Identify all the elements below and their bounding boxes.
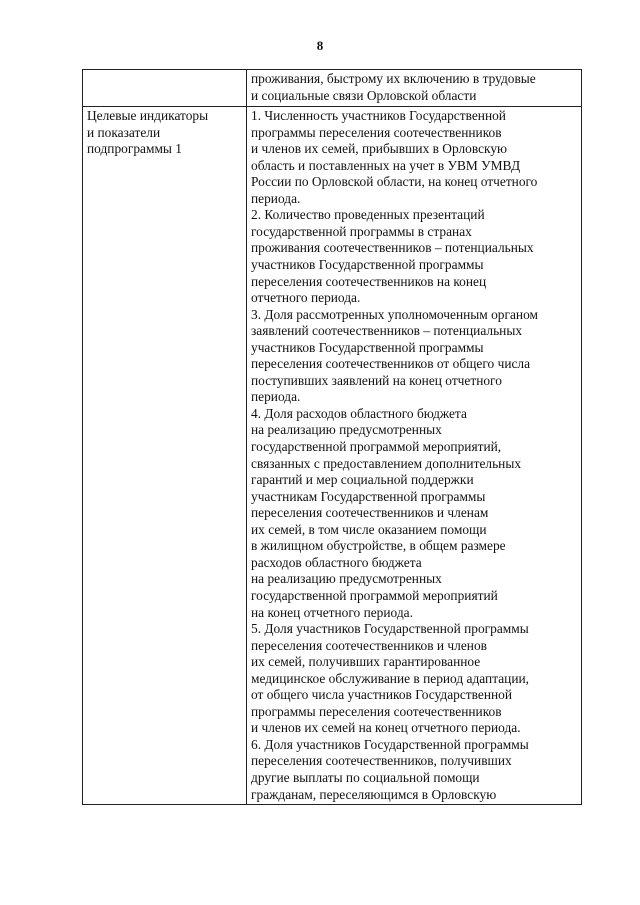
indicator-text-line: их семей, в том числе оказанием помощи xyxy=(251,521,487,537)
indicator-text-line: на конец отчетного периода. xyxy=(251,604,413,620)
indicator-text-line: переселения соотечественников на конец xyxy=(251,273,487,289)
indicator-text-line: заявлений соотечественников – потенциальных xyxy=(251,323,523,339)
indicator-text-line: их семей, получивших гарантированное xyxy=(251,654,481,670)
indicator-text-line: государственной программы в странах xyxy=(251,223,472,239)
indicator-text-line: участникам Государственной программы xyxy=(251,488,486,504)
continuation-text-line: и социальные связи Орловской области xyxy=(251,87,477,103)
indicator-text-line: медицинское обслуживание в период адаптации, xyxy=(251,670,530,686)
indicator-text-line: проживания соотечественников – потенциальных xyxy=(251,240,534,256)
indicator-text-line: 1. Численность участников Государственной xyxy=(251,108,506,124)
indicator-text-line: периода. xyxy=(251,190,301,206)
continuation-text-line: проживания, быстрому их включению в трудовые xyxy=(251,71,536,86)
indicators-label-line: Целевые индикаторы xyxy=(87,108,209,124)
indicator-text-line: отчетного периода. xyxy=(251,290,361,306)
indicator-text-line: гражданам, переселяющимся в Орловскую xyxy=(251,786,497,802)
indicator-text-line: программы переселения соотечественников xyxy=(251,124,502,140)
indicator-text-line: переселения соотечественников от общего числа xyxy=(251,356,531,372)
indicator-text-line: расходов областного бюджета xyxy=(251,554,422,570)
indicator-text-line: поступивших заявлений на конец отчетного xyxy=(251,372,502,388)
indicator-text-line: и членов их семей на конец отчетного периода. xyxy=(251,720,521,736)
table-row-indicators xyxy=(83,107,582,805)
indicator-text-line: 4. Доля расходов областного бюджета xyxy=(251,405,467,421)
indicators-list-cell xyxy=(247,107,582,805)
indicator-text-line: переселения соотечественников и членов xyxy=(251,637,487,653)
indicator-text-line: государственной программой мероприятий xyxy=(251,587,498,603)
indicator-text-line: гарантий и мер социальной поддержки xyxy=(251,472,474,488)
indicator-text-line: 5. Доля участников Государственной программы xyxy=(251,621,529,637)
indicator-text-line: область и поставленных на учет в УВМ УМВД xyxy=(251,157,521,173)
indicators-label-line: и показатели xyxy=(87,124,161,140)
indicator-text-line: периода. xyxy=(251,389,301,405)
indicator-text-line: от общего числа участников Государственной xyxy=(251,687,513,703)
indicator-text-line: и членов их семей, прибывших в Орловскую xyxy=(251,141,508,157)
indicators-label-line: подпрограммы 1 xyxy=(87,141,182,157)
continuation-right-cell xyxy=(247,70,582,107)
indicator-text-line: 6. Доля участников Государственной программы xyxy=(251,736,529,752)
indicator-text-line: участников Государственной программы xyxy=(251,339,484,355)
table-row-continuation xyxy=(83,70,582,107)
indicator-text-line: связанных с предоставлением дополнительных xyxy=(251,455,522,471)
indicator-text-line: программы переселения соотечественников xyxy=(251,703,502,719)
indicators-table xyxy=(82,69,582,805)
indicator-text-line: переселения соотечественников и членам xyxy=(251,505,489,521)
indicator-text-line: в жилищном обустройстве, в общем размере xyxy=(251,538,506,554)
indicator-text-line: переселения соотечественников, получивших xyxy=(251,753,512,769)
continuation-left-cell xyxy=(83,70,247,107)
page-number: 8 xyxy=(316,38,324,53)
indicator-text-line: другие выплаты по социальной помощи xyxy=(251,769,480,785)
indicator-text-line: на реализацию предусмотренных xyxy=(251,571,442,587)
indicator-text-line: России по Орловской области, на конец отчетного xyxy=(251,174,538,190)
indicator-text-line: 2. Количество проведенных презентаций xyxy=(251,207,485,223)
indicator-text-line: на реализацию предусмотренных xyxy=(251,422,442,438)
indicators-label-cell xyxy=(83,107,247,805)
indicator-text-line: участников Государственной программы xyxy=(251,257,484,273)
indicator-text-line: государственной программой мероприятий, xyxy=(251,439,502,455)
indicator-text-line: 3. Доля рассмотренных уполномоченным органом xyxy=(251,306,539,322)
